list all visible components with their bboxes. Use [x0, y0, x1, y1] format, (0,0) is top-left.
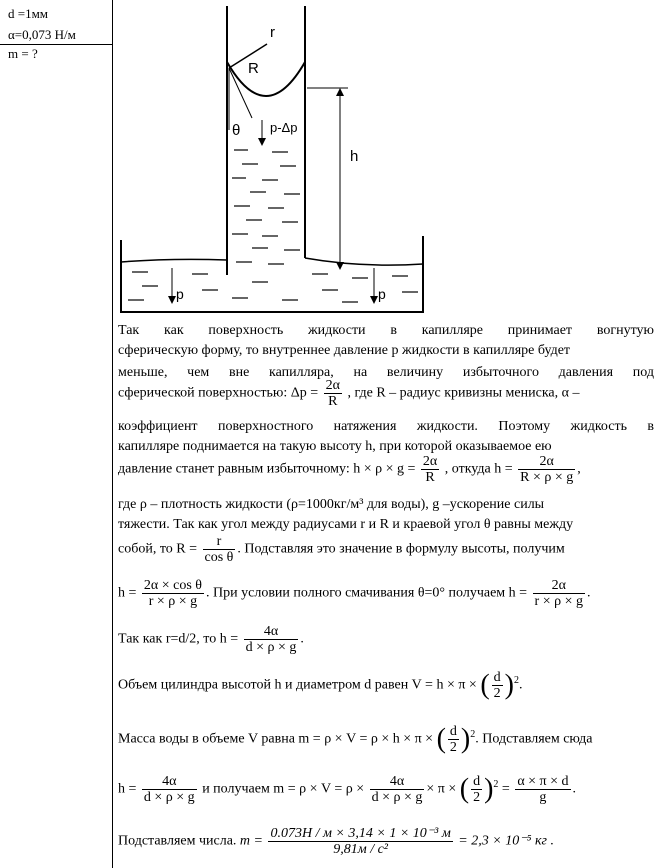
text-line-11: h = $\frac{\text{2α × cos θ}}{r \times \rho \times g}$ . При условии полного смачивания θ=0° получаем h = $\frac{2\alpha}{r \times \rho \times g}$ . — [118, 578, 591, 609]
label-R: R — [248, 60, 259, 77]
water-surface-right — [305, 258, 423, 265]
text-line-15: h = $\frac{4\alpha}{d \times \rho \times g}$ и получаем m = ρ × V = ρ × $\frac{4\alpha}{d \times \rho \times g}$ × π × ( $\frac{d}{2}$ )$^2$ = $\frac{\alpha \times \pi \times d}{g}$ . — [118, 773, 577, 805]
text-line-9: тяжести. Так как угол между радиусами r и R и краевой угол θ равны между — [118, 517, 574, 532]
given-find: m = ? — [8, 46, 38, 61]
fraction-h: $\frac{2\alpha}{R \times \rho \times g}$ — [520, 454, 574, 485]
text-line-1: Так как поверхность жидкости в капилляре принимает вогнутую — [118, 323, 654, 338]
meniscus — [227, 62, 305, 96]
given-diameter: d =1мм — [8, 6, 49, 21]
text-line-4-b: , где R – радиус кривизны мениска, α – — [347, 385, 580, 401]
text-line-12: Так как r=d/2, то h = $\frac{4\alpha}{d \times \rho \times g}$ . — [118, 624, 304, 655]
fraction-2a-R: $\frac{2\alpha}{R}$ — [422, 454, 438, 485]
text-line-6: капилляре поднимается на такую высоту h, при которой оказываемое ею — [118, 439, 552, 454]
fraction-numeric: $\frac{\text{0.073Н / м × 3,14 × 1 × 10⁻³ м}}{\text{9,81м / с²}}$ — [270, 826, 451, 857]
label-theta: θ — [232, 122, 241, 139]
fraction-4a-sub: $\frac{4\alpha}{d \times \rho \times g}$ — [371, 774, 423, 805]
fraction-d-2-volume: $\frac{d}{2}$ — [493, 670, 501, 701]
fraction-result: $\frac{\alpha \times \pi \times d}{g}$ — [517, 774, 569, 805]
text-line-10: собой, то R = $\frac{r}{\text{cos θ}}$ . Подставляя это значение в формулу высоты, получим — [118, 534, 565, 565]
fraction-d-2-sub: $\frac{d}{2}$ — [473, 774, 481, 805]
given-surface-tension: α=0,073 Н/м — [8, 27, 76, 42]
fraction-h-sub: $\frac{4\alpha}{d \times \rho \times g}$ — [143, 774, 195, 805]
text-line-7: давление станет равным избыточному: h × ρ × g = $\frac{2\alpha}{R}$ , откуда h = $\frac{2\alpha}{R \times \rho \times g}$ , — [118, 454, 581, 485]
text-line-4-a: сферической поверхностью: Δp = — [118, 385, 319, 401]
text-line-2: сферическую форму, то внутреннее давление p жидкости в капилляре будет — [118, 343, 571, 358]
text-line-4 — [118, 378, 579, 409]
text-line-3: меньше, чем вне капилляра, на величину избыточного давления под — [118, 365, 654, 380]
fraction-h-d: $\frac{4\alpha}{d \times \rho \times g}$ — [245, 624, 297, 655]
text-line-14: Масса воды в объеме V равна m = ρ × V = ρ × h × π × ( $\frac{d}{2}$ )$^2$. Подставляем сюда — [118, 723, 593, 755]
fraction-dp: $\frac{2\alpha}{R}$ — [325, 378, 340, 409]
water-surface-left — [121, 259, 227, 262]
capillary-diagram — [112, 0, 432, 318]
label-p-right: p — [378, 286, 386, 302]
label-h: h — [350, 148, 359, 165]
fraction-r-cos: $\frac{r}{\text{cos θ}}$ — [204, 534, 234, 565]
text-line-8: где ρ – плотность жидкости (ρ=1000кг/м³ для воды), g –ускорение силы — [118, 497, 545, 512]
given-divider — [0, 44, 112, 45]
text-line-5: коэффициент поверхностного натяжения жидкости. Поэтому жидкость в — [118, 419, 654, 434]
fraction-h-cos: $\frac{\text{2α × cos θ}}{r \times \rho \times g}$ — [143, 578, 203, 609]
fraction-h-full: $\frac{2\alpha}{r \times \rho \times g}$ — [534, 578, 583, 609]
label-r: r — [270, 24, 275, 41]
final-answer: = 2,3 × 10⁻⁵ кг . — [458, 833, 554, 849]
fraction-d-2-mass: $\frac{d}{2}$ — [449, 724, 457, 755]
text-line-16: Подставляем числа. m = $\frac{\text{0.073Н / м × 3,14 × 1 × 10⁻³ м}}{\text{9,81м / с²}}$ = 2,3 × 10⁻⁵ кг . — [118, 826, 554, 857]
label-p-minus-dp: p-Δp — [270, 120, 298, 135]
text-line-13: Объем цилиндра высотой h и диаметром d равен V = h × π × ( $\frac{d}{2}$ )$^2$. — [118, 669, 523, 701]
label-p-left: p — [176, 286, 184, 302]
